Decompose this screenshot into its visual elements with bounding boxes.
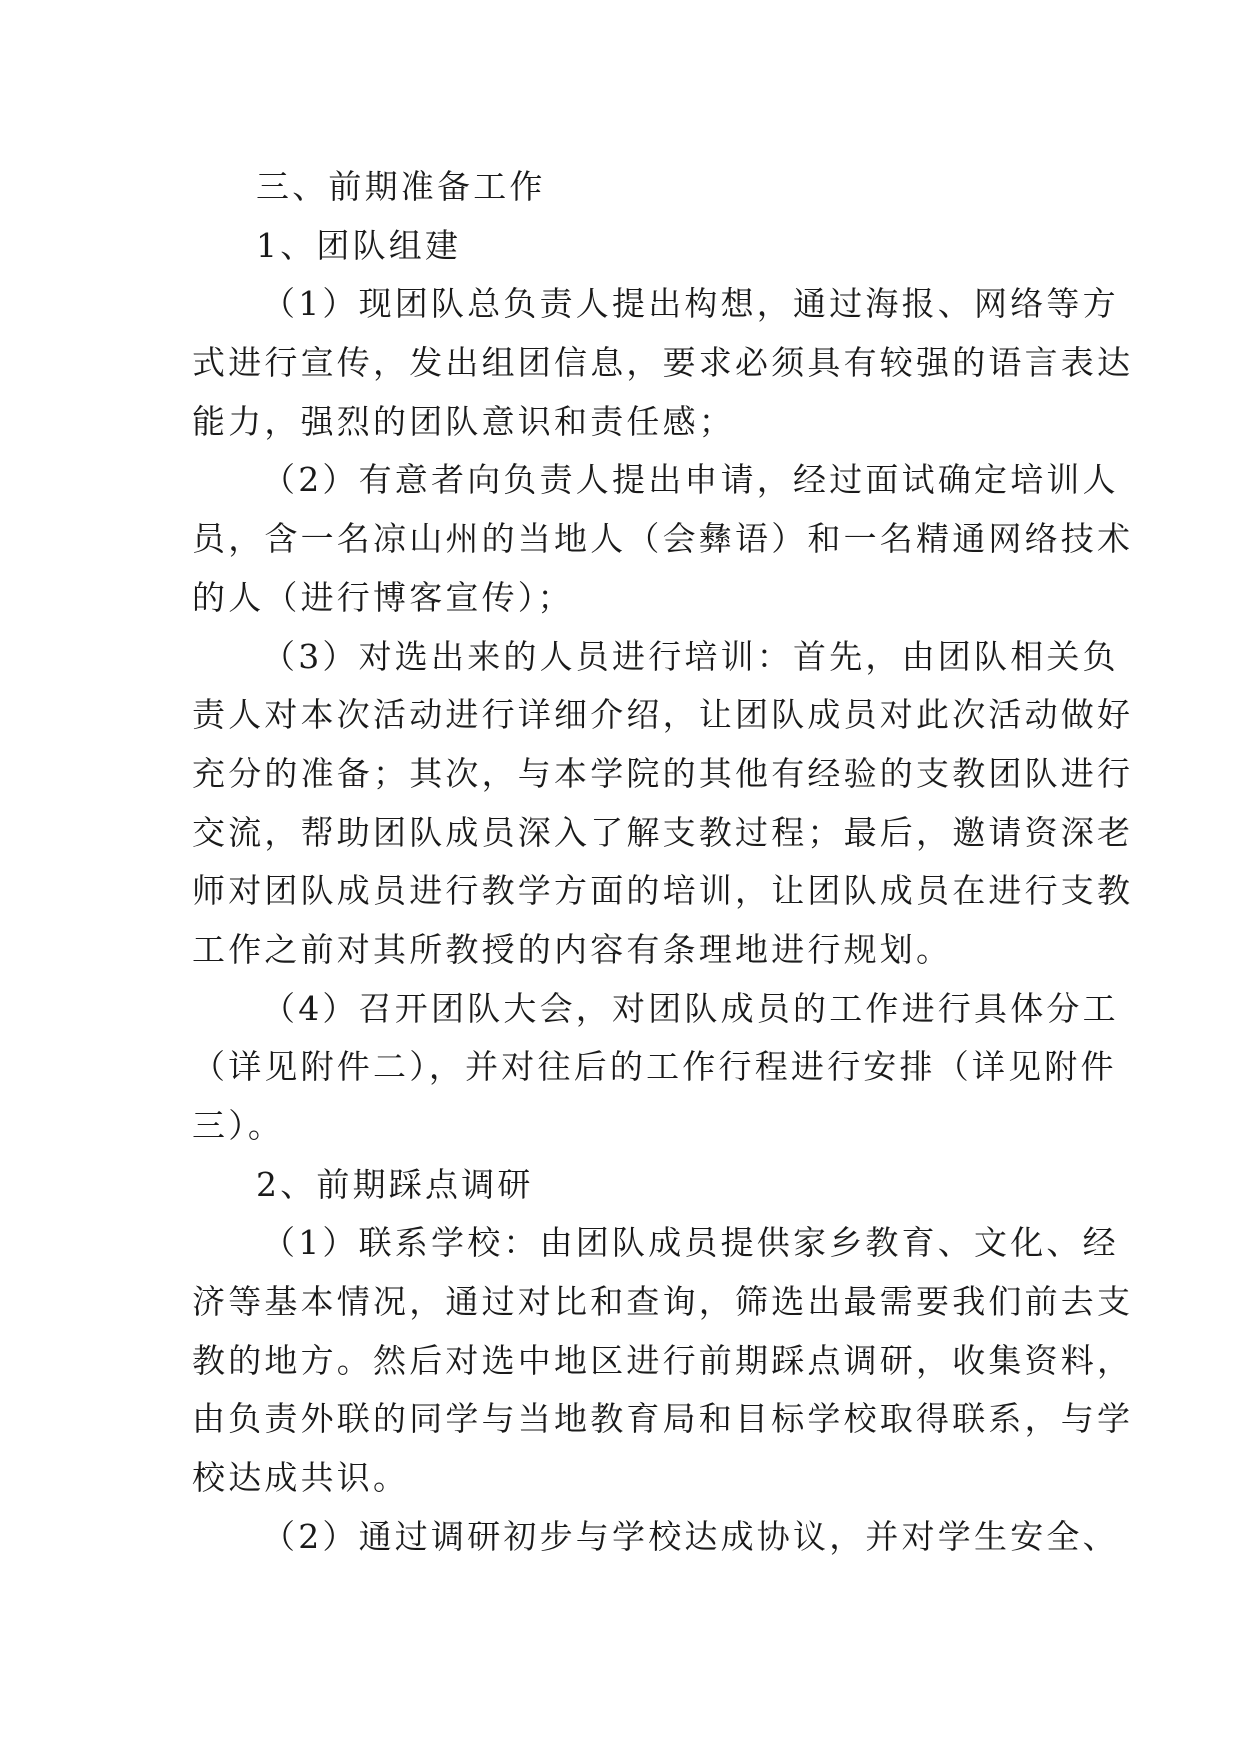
- paragraph-line: 员，含一名凉山州的当地人（会彝语）和一名精通网络技术: [192, 519, 1134, 559]
- paragraph-line: 的人（进行博客宣传）；: [192, 577, 574, 617]
- paragraph-line: 能力，强烈的团队意识和责任感；: [192, 401, 735, 441]
- paragraph-line: （4）召开团队大会，对团队成员的工作进行具体分工: [262, 988, 1119, 1028]
- paragraph-line: 交流，帮助团队成员深入了解支教过程；最后，邀请资深老: [192, 812, 1134, 852]
- paragraph-line: （2）通过调研初步与学校达成协议，并对学生安全、: [262, 1516, 1119, 1556]
- paragraph: [192, 275, 1134, 451]
- paragraph-line: （1）现团队总负责人提出构想，通过海报、网络等方: [262, 284, 1119, 324]
- subsection-heading: 1、团队组建: [256, 225, 462, 265]
- paragraph: [192, 980, 1119, 1156]
- paragraph-line: （2）有意者向负责人提出申请，经过面试确定培训人: [262, 460, 1119, 500]
- paragraph-line: 济等基本情况，通过对比和查询，筛选出最需要我们前去支: [192, 1282, 1134, 1322]
- paragraph-line: 师对团队成员进行教学方面的培训，让团队成员在进行支教: [192, 871, 1134, 911]
- paragraph: [192, 451, 1134, 627]
- paragraph-line: 教的地方。然后对选中地区进行前期踩点调研，收集资料，: [192, 1340, 1134, 1380]
- subsection-heading: 2、前期踩点调研: [256, 1164, 534, 1204]
- paragraph-line: （3）对选出来的人员进行培训：首先，由团队相关负: [262, 636, 1119, 676]
- paragraph-line: 式进行宣传，发出组团信息，要求必须具有较强的语言表达: [192, 343, 1134, 383]
- paragraph-line: 校达成共识。: [192, 1458, 410, 1498]
- paragraph-line: （1）联系学校：由团队成员提供家乡教育、文化、经: [262, 1223, 1119, 1263]
- document-body: [192, 158, 1134, 1567]
- paragraph-line: 充分的准备；其次，与本学院的其他有经验的支教团队进行: [192, 753, 1134, 793]
- paragraph-line: 责人对本次活动进行详细介绍，让团队成员对此次活动做好: [192, 695, 1134, 735]
- paragraph-line: 由负责外联的同学与当地教育局和目标学校取得联系，与学: [192, 1399, 1134, 1439]
- paragraph-line: 工作之前对其所教授的内容有条理地进行规划。: [192, 929, 953, 969]
- paragraph-line: （详见附件二），并对往后的工作行程进行安排（详见附件: [192, 1047, 1117, 1087]
- paragraph: [192, 628, 1134, 980]
- paragraph-line: 三）。: [192, 1106, 285, 1145]
- section-heading: 三、前期准备工作: [256, 167, 546, 206]
- paragraph: [192, 1214, 1134, 1507]
- paragraph: [192, 1508, 1119, 1567]
